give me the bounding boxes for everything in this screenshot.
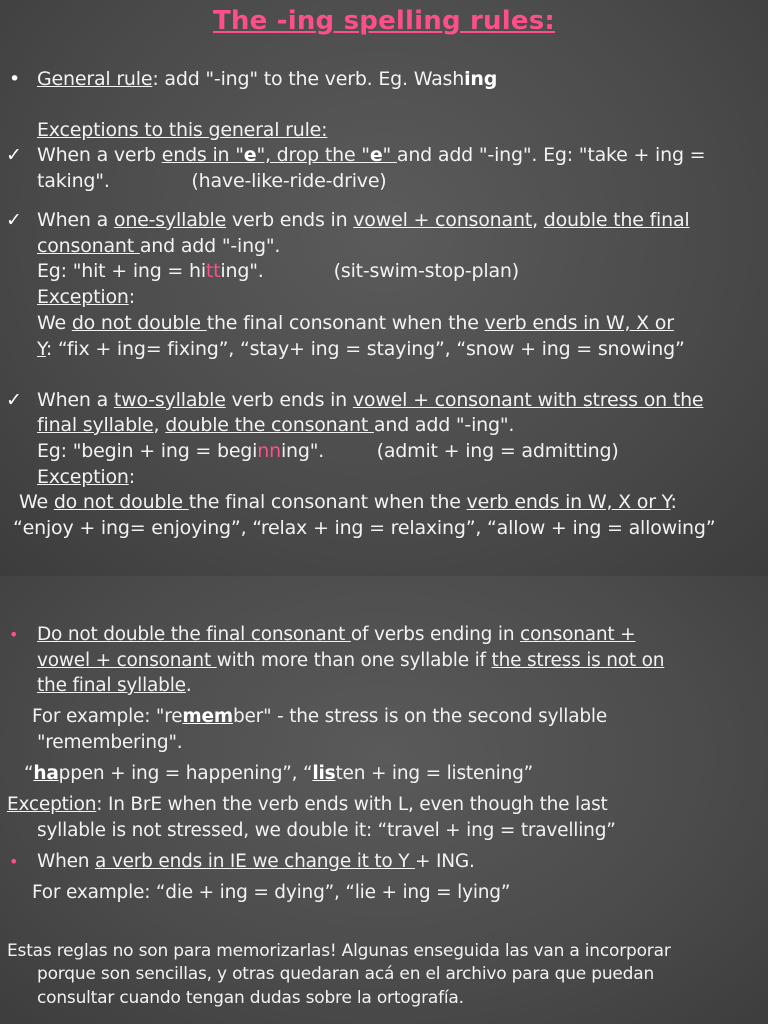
- rule-two-line-2: final syllable, double the consonant and add "-ing".: [37, 414, 515, 436]
- rule-cvc-line-3: the final syllable.: [37, 675, 192, 696]
- note-line-1: Estas reglas no son para memorizarlas! Algunas enseguida las van a incorporar: [7, 941, 671, 961]
- note-line-3: consultar cuando tengan dudas sobre la ortografía.: [37, 988, 464, 1008]
- bullet-marker: •: [9, 68, 21, 90]
- general-rule-text: : add "-ing" to the verb. Eg. Wash: [152, 68, 465, 90]
- rule-one-exception-label: Exception:: [37, 286, 135, 308]
- rule-e-line-1: When a verb ends in "e", drop the "e" and add "-ing". Eg: "take + ing =: [37, 144, 706, 166]
- example-happen-listen: “happen + ing = happening”, “listen + ing = listening”: [24, 763, 534, 784]
- rule-e-line-2: taking". (have-like-ride-drive): [37, 170, 387, 192]
- exception-bre-line-1: Exception: In BrE when the verb ends with L, even though the last: [7, 794, 608, 815]
- bullet-marker: •: [9, 852, 19, 871]
- general-rule-bold: ing: [464, 68, 498, 90]
- note-line-2: porque son sencillas, y otras quedaran acá en el archivo para que puedan: [37, 964, 655, 984]
- rule-one-line-1: When a one-syllable verb ends in vowel + consonant, double the final: [37, 209, 690, 231]
- checkmark-icon: ✓: [6, 209, 22, 231]
- example-ie: For example: “die + ing = dying”, “lie + ing = lying”: [32, 882, 511, 903]
- bullet-marker: •: [9, 625, 19, 644]
- rule-two-exception-label: Exception:: [37, 466, 135, 488]
- rule-one-example: Eg: "hit + ing = hitting". (sit-swim-stop-plan): [37, 260, 519, 282]
- slide-2: [0, 576, 768, 1024]
- checkmark-icon: ✓: [6, 144, 22, 166]
- rule-two-example: Eg: "begin + ing = beginning". (admit + ing = admitting): [37, 440, 619, 462]
- example-remember-line-1: For example: "remember" - the stress is on the second syllable: [32, 706, 608, 727]
- page-title: The -ing spelling rules:: [213, 6, 555, 36]
- example-remember-line-2: "remembering".: [37, 732, 183, 753]
- rule-two-line-1: When a two-syllable verb ends in vowel + consonant with stress on the: [37, 389, 704, 411]
- rule-two-exception-line-2: “enjoy + ing= enjoying”, “relax + ing = relaxing”, “allow + ing = allowing”: [13, 517, 716, 539]
- rule-cvc-line-1: Do not double the final consonant of verbs ending in consonant +: [37, 624, 636, 645]
- rule-one-line-2: consonant and add "-ing".: [37, 235, 281, 257]
- rule-ie: When a verb ends in IE we change it to Y + ING.: [37, 851, 475, 872]
- general-rule: [37, 67, 497, 93]
- rule-one-exception-line-1: We do not double the final consonant when the verb ends in W, X or: [37, 312, 674, 334]
- rule-two-exception-line-1: We do not double the final consonant when the verb ends in W, X or Y:: [19, 491, 677, 513]
- checkmark-icon: ✓: [6, 389, 22, 411]
- rule-cvc-line-2: vowel + consonant with more than one syllable if the stress is not on: [37, 650, 665, 671]
- rule-one-exception-line-2: Y: “fix + ing= fixing”, “stay+ ing = staying”, “snow + ing = snowing”: [37, 338, 685, 360]
- exception-bre-line-2: syllable is not stressed, we double it: “travel + ing = travelling”: [37, 820, 616, 841]
- general-rule-label: General rule: [37, 68, 153, 90]
- exceptions-heading: Exceptions to this general rule:: [37, 119, 328, 141]
